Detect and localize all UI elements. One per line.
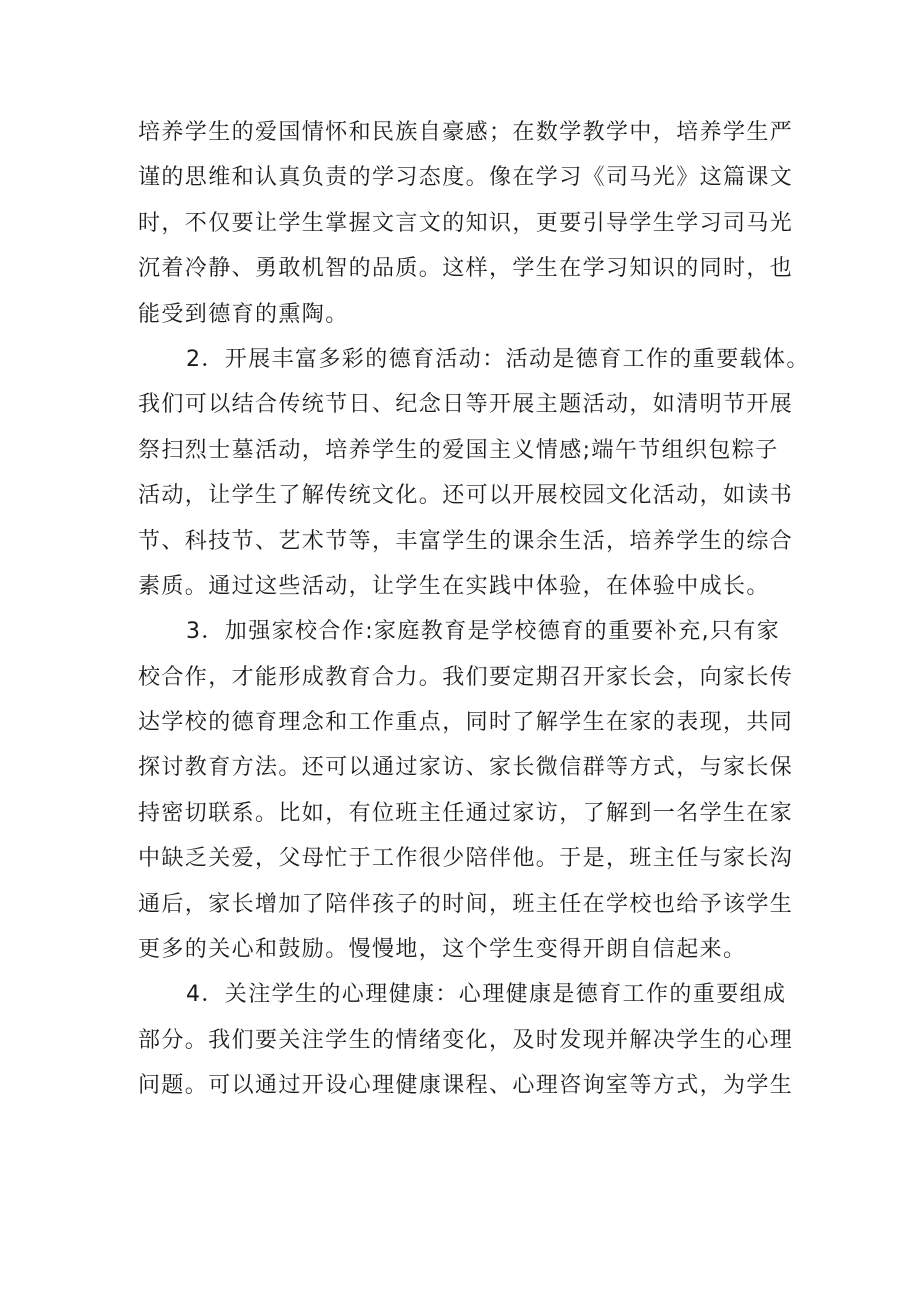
text-line: 素质。通过这些活动，让学生在实践中体验，在体验中成长。 (138, 573, 770, 599)
text-line: 达学校的德育理念和工作重点，同时了解学生在家的表现，共同 (138, 710, 794, 736)
text-line: 探讨教育方法。还可以通过家访、家长微信群等方式，与家长保 (138, 755, 794, 781)
text-line: 谨的思维和认真负责的学习态度。像在学习《司马光》这篇课文 (138, 165, 794, 191)
section-heading-line: 4．关注学生的心理健康：心理健康是德育工作的重要组成 (186, 982, 787, 1008)
text-line: 更多的关心和鼓励。慢慢地，这个学生变得开朗自信起来。 (138, 937, 747, 963)
text-line: 培养学生的爱国情怀和民族自豪感；在数学教学中，培养学生严 (138, 120, 794, 145)
text-line: 沉着冷静、勇敢机智的品质。这样，学生在学习知识的同时，也 (138, 256, 794, 282)
text-line: 问题。可以通过开设心理健康课程、心理咨询室等方式，为学生 (138, 1073, 794, 1099)
text-line: 通后，家长增加了陪伴孩子的时间，班主任在学校也给予该学生 (138, 891, 794, 917)
text-line: 祭扫烈士墓活动，培养学生的爱国主义情感;端午节组织包粽子 (138, 437, 779, 463)
text-line: 活动，让学生了解传统文化。还可以开展校园文化活动，如读书 (138, 483, 794, 509)
text-line: 节、科技节、艺术节等，丰富学生的课余生活，培养学生的综合 (138, 528, 794, 554)
text-line: 我们可以结合传统节日、纪念日等开展主题活动，如清明节开展 (138, 392, 794, 418)
text-line: 时，不仅要让学生掌握文言文的知识，更要引导学生学习司马光 (138, 210, 794, 236)
text-line: 中缺乏关爱，父母忙于工作很少陪伴他。于是，班主任与家长沟 (138, 846, 794, 872)
section-heading-line: 3．加强家校合作:家庭教育是学校德育的重要补充,只有家 (186, 619, 781, 645)
text-line: 持密切联系。比如，有位班主任通过家访，了解到一名学生在家 (138, 800, 794, 826)
text-line: 部分。我们要关注学生的情绪变化，及时发现并解决学生的心理 (138, 1027, 794, 1053)
text-line: 校合作，才能形成教育合力。我们要定期召开家长会，向家长传 (138, 664, 794, 690)
document-body (138, 110, 810, 1109)
section-heading-line: 2．开展丰富多彩的德育活动：活动是德育工作的重要载体。 (186, 346, 810, 372)
text-line: 能受到德育的熏陶。 (138, 301, 349, 327)
